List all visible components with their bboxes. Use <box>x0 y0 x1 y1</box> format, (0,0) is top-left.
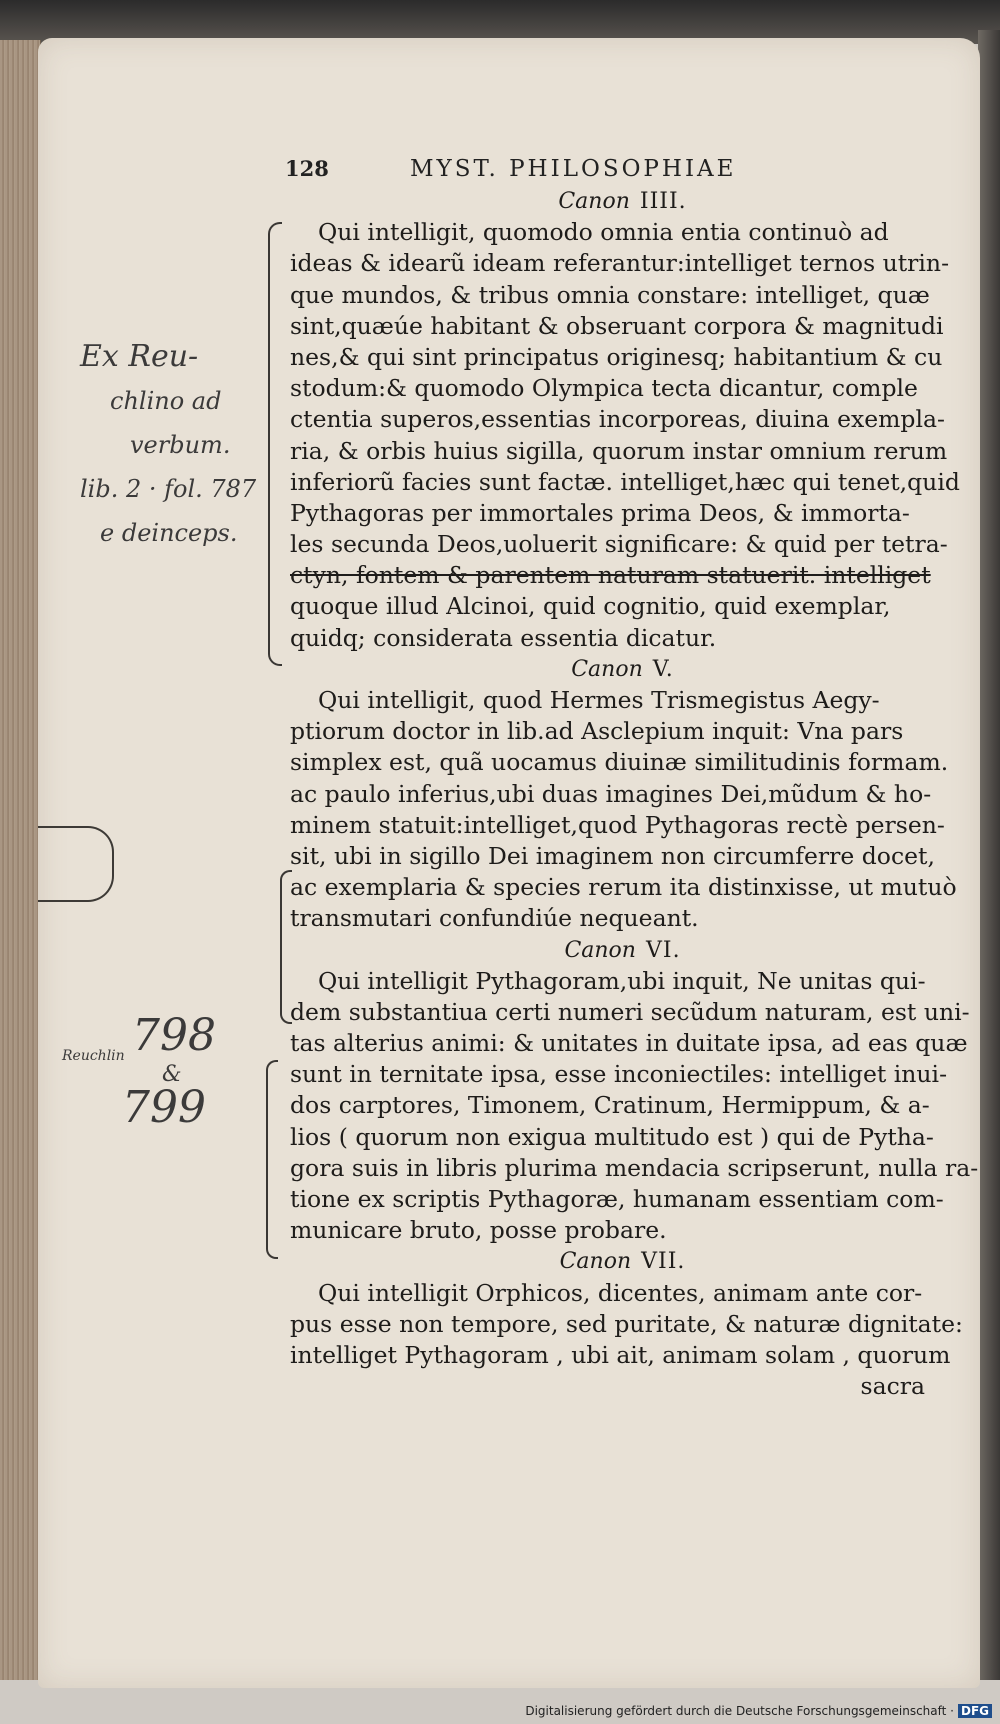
text-line: les secunda Deos,uoluerit significare: & quid per tetra- <box>290 530 948 559</box>
text-line: ac paulo inferius,ubi duas imagines Dei,mũdum & ho- <box>290 779 932 808</box>
text-line: ria, & orbis huius sigilla, quorum instar omnium rerum <box>290 436 948 465</box>
canon-number: VII. <box>641 1249 686 1275</box>
text-line: Qui intelligit, quod Hermes Trismegistus Aegy- <box>318 686 880 714</box>
page-clip <box>38 826 114 902</box>
dfg-logo: DFG <box>958 1704 992 1718</box>
text-line: tione ex scriptis Pythagoræ, humanam essentiam com- <box>290 1185 944 1213</box>
canon-heading <box>290 654 955 685</box>
text-line: gora suis in libris plurima mendacia scripserunt, nulla ra- <box>290 1153 979 1182</box>
page-number: 128 <box>285 156 329 181</box>
margin-note-word: & <box>162 1062 182 1087</box>
margin-note-line: chlino ad <box>110 387 222 415</box>
text-line: inferiorũ facies sunt factæ. intelliget,hæc qui tenet,quid <box>290 467 960 496</box>
text-line: tas alterius animi: & unitates in duitate ipsa, ad eas quæ <box>290 1029 968 1058</box>
footer-text: Digitalisierung gefördert durch die Deutsche Forschungsgemeinschaft · <box>525 1704 954 1718</box>
canon-label: Canon <box>558 189 630 214</box>
main-text <box>290 186 979 1402</box>
text-line: municare bruto, posse probare. <box>290 1216 667 1245</box>
margin-note-word: Reuchlin <box>62 1048 125 1064</box>
text-line: ctentia superos,essentias incorporeas, diuina exempla- <box>290 405 945 434</box>
text-line: intelliget Pythagoram , ubi ait, animam solam , quorum <box>290 1340 951 1369</box>
text-line: transmutari confundiúe nequeant. <box>290 904 699 933</box>
book-fore-edge <box>0 40 41 1680</box>
digitization-footer <box>525 1704 992 1718</box>
text-line: dos carptores, Timonem, Cratinum, Hermippum, & a- <box>290 1091 930 1120</box>
margin-note-number: 799 <box>122 1082 206 1133</box>
text-line: sint,quæúe habitant & obseruant corpora & magnitudi <box>290 311 944 340</box>
text-line: ideas & idearũ ideam referantur:intelliget ternos utrin- <box>290 249 950 278</box>
margin-note-source <box>80 335 256 555</box>
text-line: Qui intelligit Orphicos, dicentes, animam ante cor- <box>318 1278 923 1307</box>
canon-number: V. <box>652 656 674 682</box>
text-line: sit, ubi in sigillo Dei imaginem non circumferre docet, <box>290 841 935 870</box>
text-line: que mundos, & tribus omnia constare: intelliget, quæ <box>290 280 930 309</box>
canon-heading <box>290 1246 955 1277</box>
text-line: nes,& qui sint principatus originesq; habitantium & cu <box>290 342 943 371</box>
margin-bracket-1 <box>268 222 282 666</box>
text-line: Pythagoras per immortales prima Deos, & immorta- <box>290 498 910 527</box>
canon-heading <box>290 935 955 966</box>
text-line: ac exemplaria & species rerum ita distinxisse, ut mutuò <box>290 873 957 902</box>
text-line: Qui intelligit, quomodo omnia entia continuò ad <box>318 218 889 247</box>
text-line: ptiorum doctor in lib.ad Asclepium inquit: Vna pars <box>290 717 904 746</box>
text-line-struck: ctyn, fontem & parentem naturam statuerit. intelliget <box>290 561 931 590</box>
text-line: lios ( quorum non exigua multitudo est ) qui de Pytha- <box>290 1122 934 1151</box>
canon-number: VI. <box>645 937 681 963</box>
page-header <box>285 150 845 190</box>
text-line: sunt in ternitate ipsa, esse inconiectiles: intelliget inui- <box>290 1060 948 1089</box>
margin-note-number: 798 <box>132 1010 216 1061</box>
margin-note-line: lib. 2 · fol. 787 <box>80 475 257 503</box>
text-line: pus esse non tempore, sed puritate, & naturæ dignitate: <box>290 1309 963 1338</box>
canon-number: IIII. <box>639 189 687 214</box>
text-line: simplex est, quã uocamus diuinæ similitudinis formam. <box>290 748 949 777</box>
canon-label: Canon <box>571 656 643 682</box>
text-line: minem statuit:intelliget,quod Pythagoras rectè persen- <box>290 810 945 839</box>
catchword: sacra <box>860 1372 925 1401</box>
margin-note-line: e deinceps. <box>100 519 238 547</box>
canon-label: Canon <box>564 937 636 963</box>
gutter-shadow <box>978 30 1000 1680</box>
margin-bracket-3 <box>266 1060 278 1259</box>
running-title: MYST. PHILOSOPHIAE <box>410 156 737 182</box>
text-line: dem substantiua certi numeri secũdum naturam, est uni- <box>290 997 970 1026</box>
margin-note-line: verbum. <box>130 431 231 459</box>
canon-heading <box>290 186 955 217</box>
margin-note-line: Ex Reu- <box>80 339 199 374</box>
canon-label: Canon <box>559 1249 632 1275</box>
text-line: stodum:& quomodo Olympica tecta dicantur, comple <box>290 374 918 403</box>
text-line: quidq; considerata essentia dicatur. <box>290 623 717 652</box>
text-line: quoque illud Alcinoi, quid cognitio, quid exemplar, <box>290 592 891 621</box>
text-line: Qui intelligit Pythagoram,ubi inquit, Ne unitas qui- <box>318 966 926 995</box>
